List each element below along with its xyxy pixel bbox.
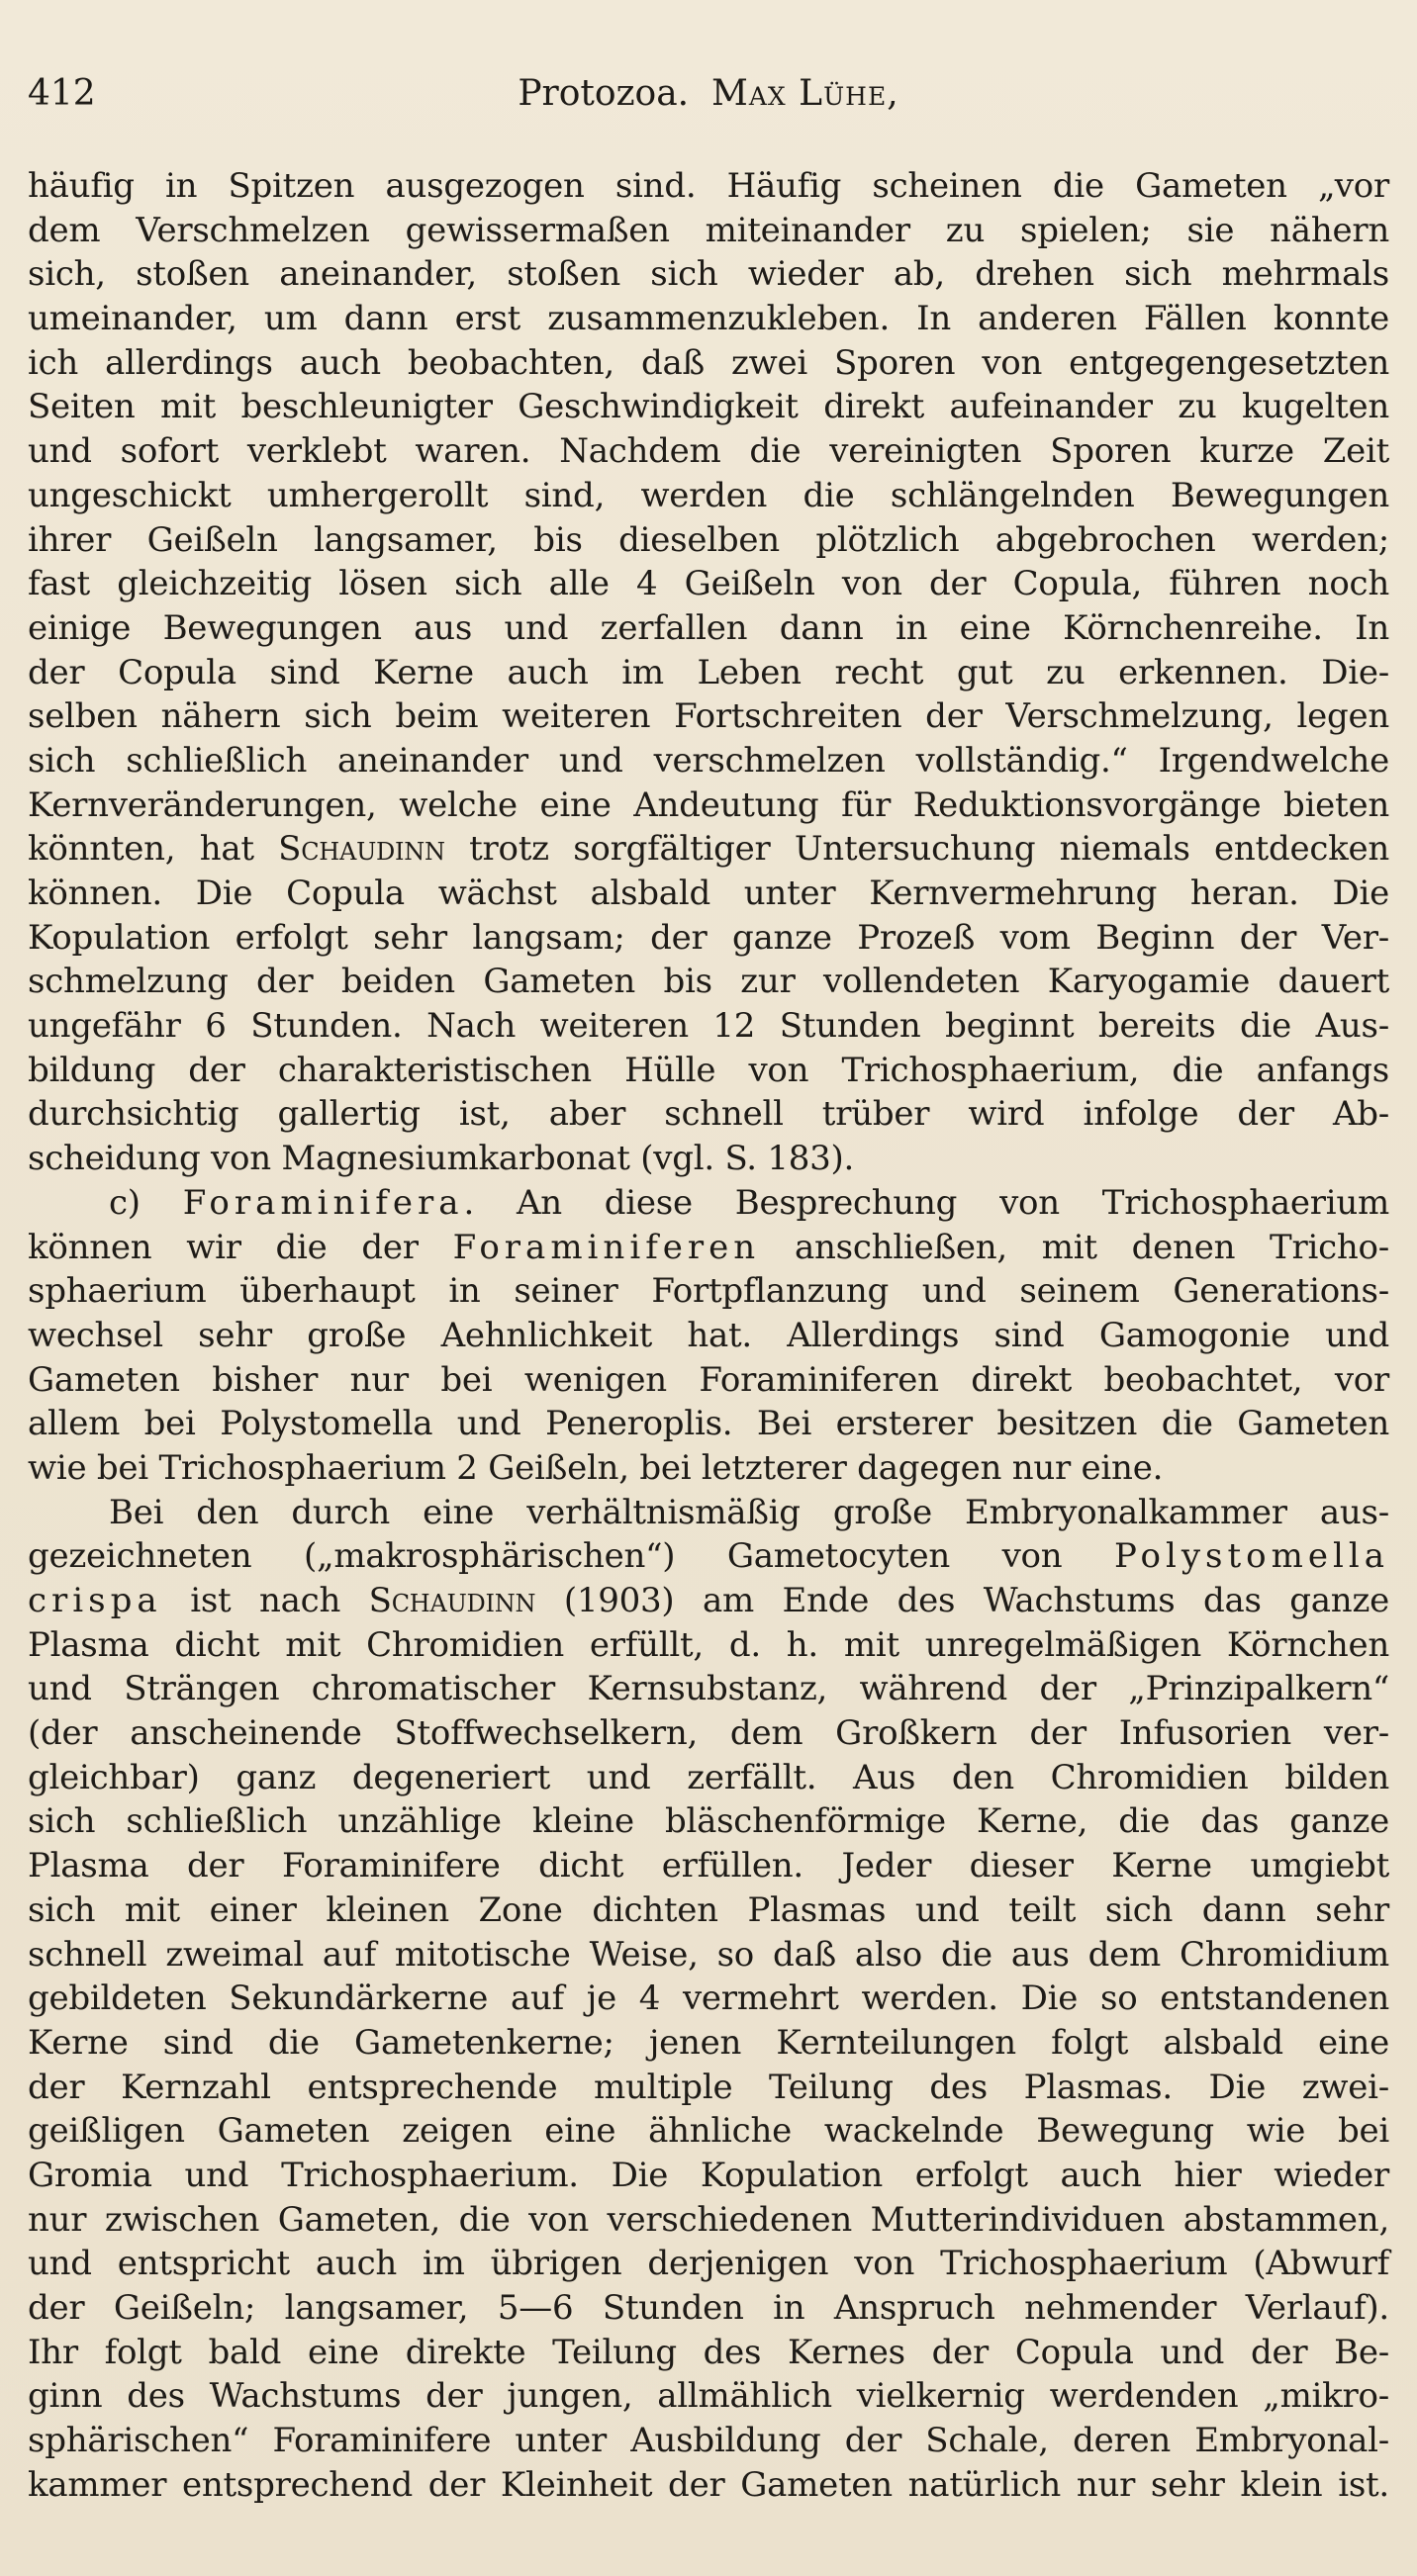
text-line: schmelzung der beiden Gameten bis zur vollendeten Karyogamie dauert [28, 962, 1389, 1002]
text-line: Kerne sind die Gametenkerne; jenen Kernteilungen folgt alsbald eine [28, 2022, 1389, 2063]
text-line: kammer entsprechend der Kleinheit der Gameten natürlich nur sehr klein ist. [28, 2464, 1389, 2505]
text-segment: könnten, hat [28, 829, 279, 870]
text-line: (der anscheinende Stoffwechselkern, dem Großkern der Infusorien ver- [28, 1713, 1389, 1754]
text-line: schnell zweimal auf mitotische Weise, so daß also die aus dem Chromidium [28, 1934, 1389, 1975]
text-line: fast gleichzeitig lösen sich alle 4 Geißeln von der Copula, führen noch [28, 564, 1389, 604]
text-line: gebildeten Sekundärkerne auf je 4 vermehrt werden. Die so entstandenen [28, 1978, 1389, 2019]
text-line: Gromia und Trichosphaerium. Die Kopulation erfolgt auch hier wieder [28, 2155, 1389, 2195]
text-line: der Copula sind Kerne auch im Leben recht gut zu erkennen. Die- [28, 652, 1389, 692]
text-line: und sofort verklebt waren. Nachdem die vereinigten Sporen kurze Zeit [28, 431, 1389, 472]
text-line: allem bei Polystomella und Peneroplis. Bei ersterer besitzen die Gameten [28, 1404, 1389, 1444]
author-name: Schaudinn [368, 1581, 536, 1620]
text-line: häufig in Spitzen ausgezogen sind. Häufig scheinen die Gameten „vor [28, 166, 1389, 206]
text-line: ich allerdings auch beobachten, daß zwei Sporen von entgegengesetzten [28, 342, 1389, 383]
text-line: Plasma dicht mit Chromidien erfüllt, d. h. mit unregelmäßigen Körnchen [28, 1624, 1389, 1665]
text-line: der Kernzahl entsprechende multiple Teilung des Plasmas. Die zwei- [28, 2067, 1389, 2107]
text-line: Kopulation erfolgt sehr langsam; der ganze Prozeß vom Beginn der Ver- [28, 917, 1389, 958]
running-head-section: Protozoa. [518, 73, 690, 114]
spaced-term: crispa [28, 1581, 162, 1620]
text-line: wechsel sehr große Aehnlichkeit hat. Allerdings sind Gamogonie und [28, 1315, 1389, 1355]
text-line: Seiten mit beschleunigter Geschwindigkeit direkt aufeinander zu kugelten [28, 387, 1389, 427]
text-line: ungeschickt umhergerollt sind, werden die schlängelnden Bewegungen [28, 475, 1389, 515]
text-line: Kernveränderungen, welche eine Andeutung für Reduktionsvorgänge bieten [28, 784, 1389, 825]
text-line: dem Verschmelzen gewissermaßen miteinander zu spielen; sie nähern [28, 210, 1389, 250]
text-line: gleichbar) ganz degeneriert und zerfällt. Aus den Chromidien bilden [28, 1757, 1389, 1797]
running-head [28, 73, 1389, 114]
text-line: ungefähr 6 Stunden. Nach weiteren 12 Stunden beginnt bereits die Aus- [28, 1006, 1389, 1047]
running-head-author: Max Lühe, [711, 73, 899, 114]
text-line: Ihr folgt bald eine direkte Teilung des Kernes der Copula und der Be- [28, 2332, 1389, 2372]
page-number: 412 [28, 73, 96, 114]
text-line: sich schließlich aneinander und verschmelzen vollständig.“ Irgendwelche [28, 740, 1389, 781]
text-line [28, 1226, 1389, 1270]
text-segment: . An diese Besprechung von Trichosphaerium [463, 1182, 1389, 1223]
text-line: sphaerium überhaupt in seiner Fortpflanzung und seinem Generations- [28, 1271, 1389, 1312]
text-line: bildung der charakteristischen Hülle von Trichosphaerium, die anfangs [28, 1050, 1389, 1090]
text-line: scheidung von Magnesiumkarbonat (vgl. S. 183). [28, 1139, 855, 1179]
text-segment: c) [109, 1182, 183, 1223]
spaced-term: Foraminiferen [452, 1227, 761, 1267]
author-name: Schaudinn [278, 829, 445, 870]
text-segment: trotz sorgfältiger Untersuchung niemals entdecken [444, 829, 1389, 870]
text-line: der Geißeln; langsamer, 5—6 Stunden in Anspruch nehmender Verlauf). [28, 2288, 1389, 2328]
text-line: sphärischen“ Foraminifere unter Ausbildung der Schale, deren Embryonal- [28, 2421, 1389, 2461]
text-line: sich, stoßen aneinander, stoßen sich wieder ab, drehen sich mehrmals [28, 254, 1389, 295]
text-line: durchsichtig gallertig ist, aber schnell trüber wird infolge der Ab- [28, 1094, 1389, 1135]
text-line: wie bei Trichosphaerium 2 Geißeln, bei letzterer dagegen nur eine. [28, 1447, 1164, 1488]
spaced-term: Foraminifera [182, 1182, 464, 1223]
text-line [28, 1534, 1389, 1579]
body-text [28, 164, 1389, 2507]
text-line: können. Die Copula wächst alsbald unter Kernvermehrung heran. Die [28, 874, 1389, 913]
text-line: umeinander, um dann erst zusammenzukleben. In anderen Fällen konnte [28, 299, 1389, 339]
text-segment: ist nach [161, 1581, 369, 1620]
text-line: Plasma der Foraminifere dicht erfüllen. Jeder dieser Kerne umgiebt [28, 1846, 1389, 1886]
text-line: selben nähern sich beim weiteren Fortschreiten der Verschmelzung, legen [28, 696, 1389, 737]
text-line: geißligen Gameten zeigen eine ähnliche wackelnde Bewegung wie bei [28, 2111, 1389, 2152]
text-segment: (1903) am Ende des Wachstums das ganze [535, 1581, 1389, 1620]
text-line [28, 1579, 1389, 1623]
text-line: nur zwischen Gameten, die von verschiedenen Mutterindividuen abstammen, [28, 2199, 1389, 2240]
text-segment: anschließen, mit denen Tricho- [760, 1227, 1389, 1267]
text-line: einige Bewegungen aus und zerfallen dann in eine Körnchenreihe. In [28, 607, 1389, 648]
text-line: ihrer Geißeln langsamer, bis dieselben plötzlich abgebrochen werden; [28, 519, 1389, 560]
page-header [28, 73, 1389, 125]
spaced-term: Polystomella [1113, 1536, 1389, 1577]
text-line: sich mit einer kleinen Zone dichten Plasmas und teilt sich dann sehr [28, 1889, 1389, 1930]
text-line: und entspricht auch im übrigen derjenigen von Trichosphaerium (Abwurf [28, 2244, 1389, 2284]
text-line [28, 827, 1389, 872]
text-line: ginn des Wachstums der jungen, allmählich vielkernig werdenden „mikro- [28, 2376, 1389, 2417]
text-segment: gezeichneten („makrosphärischen“) Gametocyten von [28, 1536, 1114, 1577]
text-line: sich schließlich unzählige kleine bläschenförmige Kerne, die das ganze [28, 1801, 1389, 1842]
text-line: und Strängen chromatischer Kernsubstanz, während der „Prinzipalkern“ [28, 1669, 1389, 1709]
text-line: Gameten bisher nur bei wenigen Foraminiferen direkt beobachtet, vor [28, 1359, 1389, 1400]
text-segment: können wir die der [28, 1227, 453, 1267]
text-line: Bei den durch eine verhältnismäßig große Embryonalkammer aus- [109, 1492, 1389, 1532]
section-heading-line [28, 1181, 1389, 1226]
